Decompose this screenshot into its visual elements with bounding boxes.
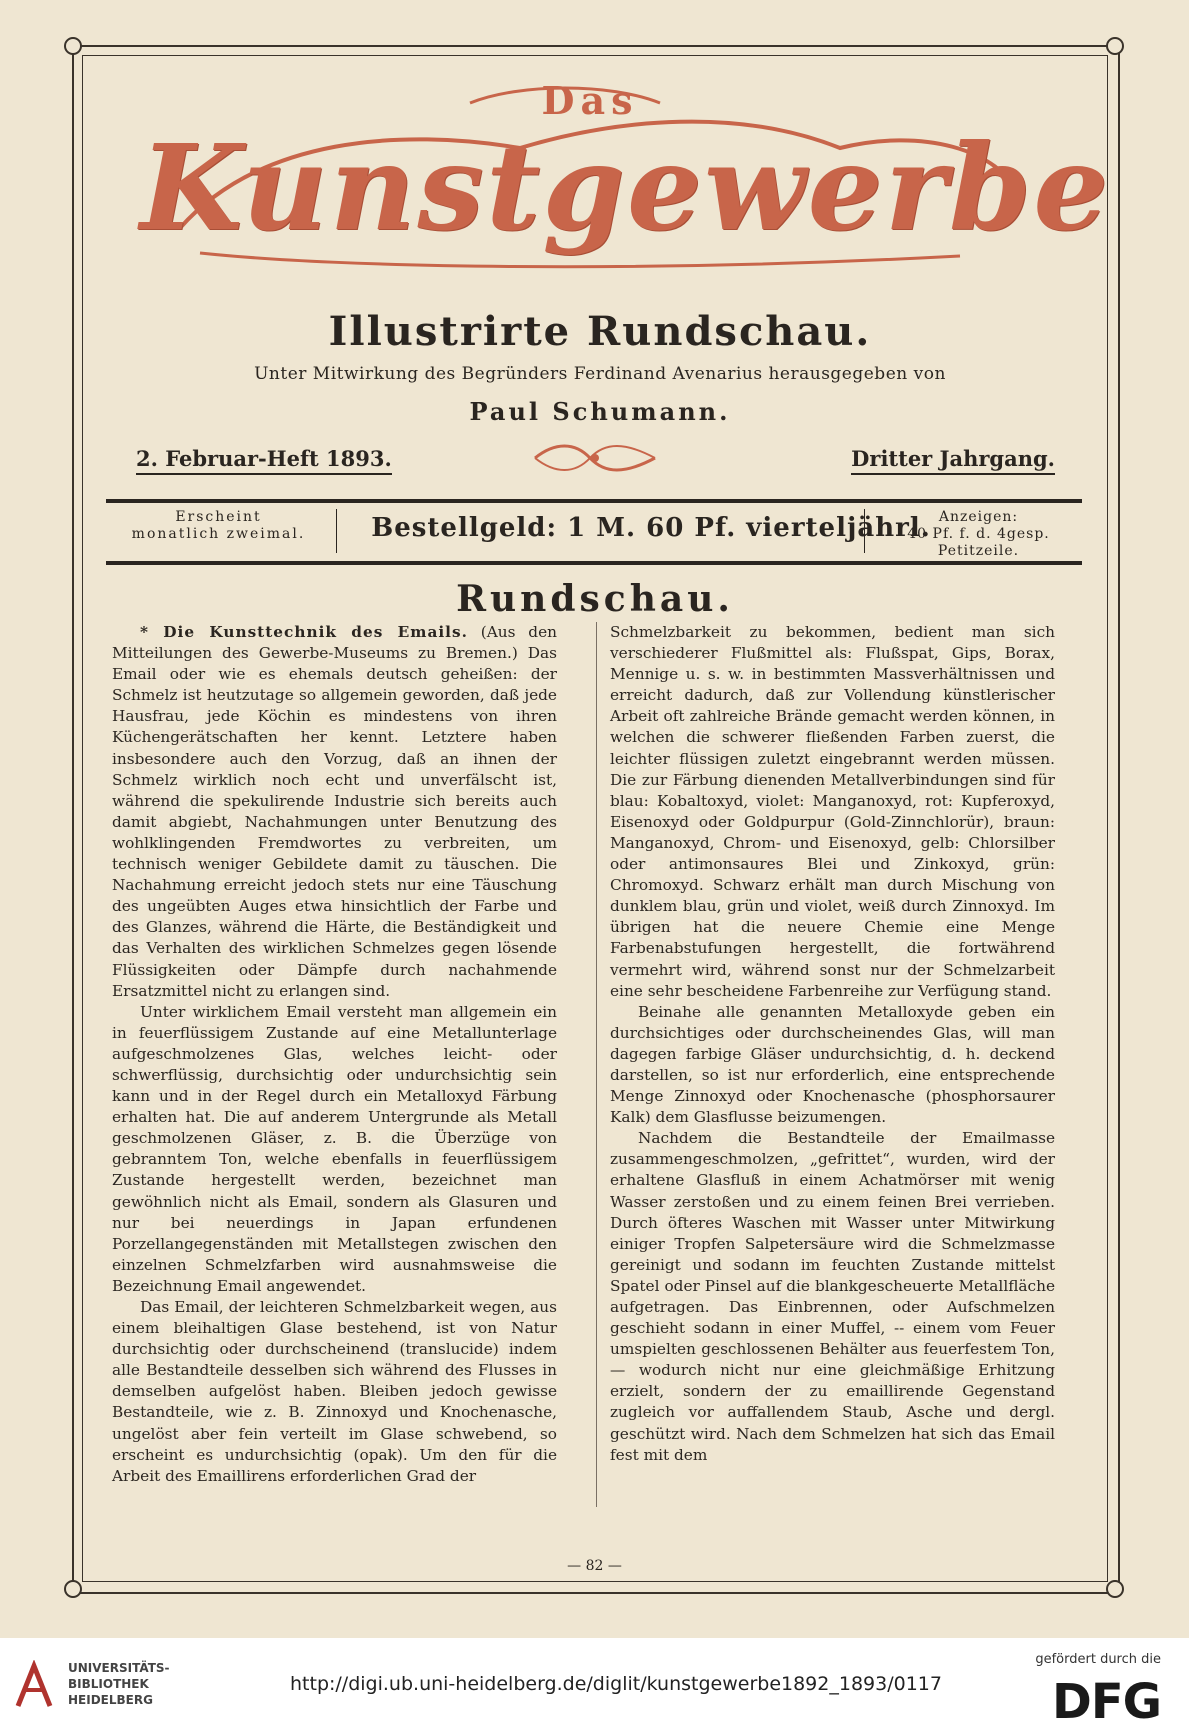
page-number: — 82 — [567,1558,622,1574]
library-line3: HEIDELBERG [68,1693,153,1707]
masthead-title: Kunstgewerbe [140,118,1111,257]
article-paragraph: Nachdem die Bestandteile der Emailmasse zusammengeschmolzen, „gefrittet“, wurden, wird der erhaltene Glasfluß in einem Achatmörser mit wenig Wasser zerstoßen und zu einem feinen Brei verrieben. Durch öfteres Waschen mit Wasser unter Mitwirkung einiger Tropfen Salpetersäure wird die Schmelzmasse gereinigt und sodann im feuchten Zustande mittelst Spatel oder Pinsel auf die blankgescheuerte Metallfläche aufgetragen. Das Einbrennen, oder Aufschmelzen geschieht sodann in einer Muffel, -- einem vom Feuer umspielten geschlossenen Behälter aus feuerfestem Ton, — wodurch nicht nur eine gleichmäßige Erhitzung erzielt, sondern der zu emaillirende Gegenstand zugleich vor auffallendem Staub, Asche und dergl. geschützt wird. Nach dem Schmelzen hat sich das Email fest mit dem [610,1129,1055,1464]
corner-ornament [64,1580,82,1598]
editor-name: Paul Schumann. [469,397,731,426]
ad-rates-line1: Anzeigen: [938,509,1019,525]
frequency-line1: Erscheint [175,509,262,525]
university-logo-icon [14,1660,56,1710]
source-url[interactable]: http://digi.ub.uni-heidelberg.de/diglit/kunstgewerbe1892_1893/0117 [290,1673,942,1695]
frequency-line2: monatlich zweimal. [131,526,306,542]
ad-rates-line2: 40 Pf. f. d. 4gesp. Petitzeile. [907,526,1050,559]
column-divider [596,622,597,1507]
article-column-right [610,622,1055,1466]
library-line2: BIBLIOTHEK [68,1677,149,1691]
paragraph-text: (Aus den Mitteilungen des Gewerbe-Museums zu Bremen.) Das Email oder wie es ehemals deutsch geheißen: der Schmelz ist heutzutage so allgemein geworden, daß jede Hausfrau, jede Köchin es mindestens von ihren Küchengerätschaften her kennt. Letztere haben insbesondere auch den Vorzug, daß an ihnen der Schmelz wirklich noch echt und unverfälscht ist, während die spekulirende Industrie sich bereits auch damit abgiebt, Nachahmungen unter Benutzung des wohlklingenden Fremdwortes zu verbreiten, um technisch weniger Gebildete damit zu täuschen. Die Nachahmung erreicht jedoch stets nur eine Täuschung des ungeübten Auges etwa hinsichtlich der Farbe und des Glanzes, während die Härte, die Beständigkeit und das Verhalten des wirklichen Schmelzes gegen lösende Flüssigkeiten oder Dämpfe durch nachahmende Ersatzmittel nicht zu erlangen sind. [112,623,557,1000]
publication-frequency [106,509,331,543]
volume-label: Dritter Jahrgang. [851,446,1055,475]
article-paragraph: Schmelzbarkeit zu bekommen, bedient man sich verschiederer Flußmittel als: Flußspat, Gips, Borax, Mennige u. s. w. in bestimmten Massverhältnissen und erreicht dadurch, daß zur Vollendung künstlerischer Arbeit oft zahlreiche Brände gemacht werden können, in welchen die schwerer fließenden Farben zuerst, die leichter flüssigen zuletzt eingebrannt werden müssen. Die zur Färbung dienenden Metallverbindungen sind für blau: Kobaltoxyd, violet: Manganoxyd, rot: Kupferoxyd, Eisenoxyd oder Goldpurpur (Gold-Zinnchlorür), braun: Manganoxyd, Chrom- und Eisenoxyd, gelb: Chlorsilber oder antimonsaures Blei und Zinkoxyd, grün: Chromoxyd. Schwarz erhält man durch Mischung von dunklem blau, grün und violet, weiß durch Zinnoxyd. Im übrigen hat die neuere Chemie eine Menge Farbenabstufungen hergestellt, die fortwährend vermehrt wird, während sonst nur der Schmelzarbeit eine sehr bescheidene Farbenreihe zur Verfügung stand. [610,623,1055,1000]
footer-bar [0,1638,1189,1734]
article-column-left [112,622,557,1487]
corner-ornament [64,37,82,55]
article-paragraph [112,622,557,1002]
masthead [140,78,1111,288]
article-paragraph: Das Email, der leichteren Schmelzbarkeit wegen, aus einem bleihaltigen Glase bestehend, ist von Natur durchsichtig oder durchscheinend (translucide) indem alle Bestandteile desselben sich während des Flusses in demselben aufgelöst haben. Bleiben jedoch gewisse Bestandteile, wie z. B. Zinnoxyd und Knochenasche, ungelöst aber fein verteilt im Glase schwebend, so erscheint es undurchsichtig (opak). Um den für die Arbeit des Emaillirens erforderlichen Grad der [112,1298,557,1485]
library-line1: UNIVERSITÄTS- [68,1661,170,1675]
article-paragraph: Beinahe alle genannten Metalloxyde geben ein durchsichtiges oder durchscheinendes Glas, will man dagegen farbige Gläser undurchsichtig, d. h. deckend darstellen, so ist nur erforderlich, eine entsprechende Menge Zinnoxyd oder Knochenasche (phosphorsaurer Kalk) dem Glasflusse beizumengen. [610,1002,1055,1127]
masthead-article: Das [541,78,639,123]
article-heading: * Die Kunsttechnik des Emails. [140,623,468,641]
page-subtitle: Illustrirte Rundschau. [328,308,872,355]
price-bar [106,499,1082,565]
corner-ornament [1106,1580,1124,1598]
corner-ornament [1106,37,1124,55]
divider [336,509,337,553]
ad-rates [871,509,1086,560]
divider [864,509,865,553]
flourish-icon [530,440,660,476]
credits-line: Unter Mitwirkung des Begründers Ferdinand Avenarius herausgegeben von [254,364,946,384]
section-title: Rundschau. [456,578,734,620]
article-paragraph: Unter wirklichem Email versteht man allgemein ein in feuerflüssigem Zustande auf eine Metallunterlage aufgeschmolzenes Glas, welches leicht- oder schwerflüssig, durchsichtig oder undurchsichtig sein kann und in der Regel durch ein Metalloxyd Färbung erhalten hat. Die auf anderem Untergrunde als Metall geschmolzenen Gläser, z. B. die Überzüge von gebranntem Ton, welche ebenfalls in feuerflüssigem Zustande hergestellt werden, bezeichnet man gewöhnlich nicht als Email, sondern als Glasuren und nur bei neuerdings in Japan erfundenen Porzellangegenständen mit Metallstegen zwischen den einzelnen Schmelzfarben wird ausnahmsweise die Bezeichnung Email angewendet. [112,1002,557,1295]
issue-date: 2. Februar-Heft 1893. [136,446,392,475]
subscription-price: Bestellgeld: 1 M. 60 Pf. vierteljährl. [371,513,931,543]
library-name [68,1660,170,1708]
dfg-logo: DFG [1051,1674,1161,1730]
funding-label: gefördert durch die [1035,1652,1161,1667]
